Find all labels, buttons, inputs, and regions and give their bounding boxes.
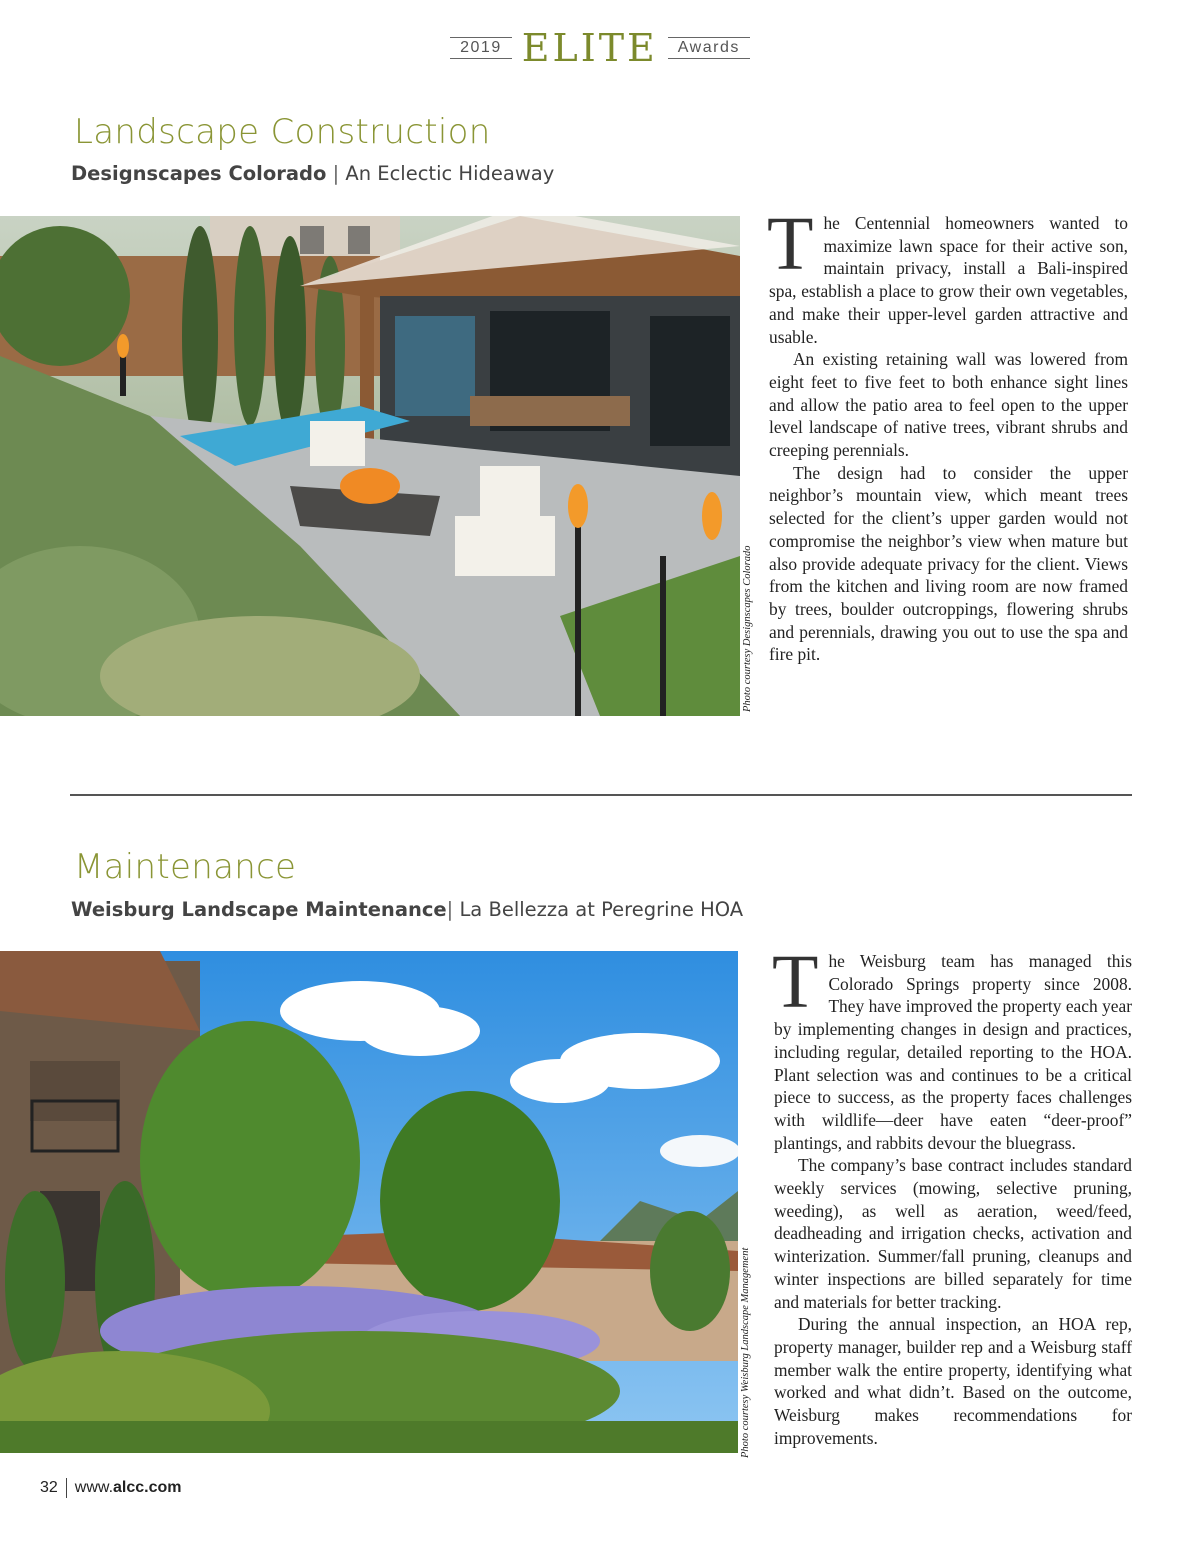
masthead-year: 2019 [450,37,512,59]
masthead-suffix: Awards [668,37,750,59]
section2-subhead [71,898,743,921]
section1-separator: | [332,162,340,185]
patio-pool-photo [0,216,740,716]
section-title-maintenance: Maintenance [74,847,297,887]
section1-dropcap: T [767,202,814,286]
section1-photo-credit: Photo courtesy Designscapes Colorado [742,545,753,712]
section1-body [767,202,1128,666]
section2-project: La Bellezza at Peregrine HOA [459,898,744,921]
section1-paragraph-2: An existing retaining wall was lowered from eight feet to five feet to both enhance sight lines and allow the patio area to feel open to the upper level landscape of native trees, vibrant shrubs and creeping perennials. [769,349,1128,461]
page-number: 32 [40,1479,58,1496]
section2-separator: | [446,898,454,921]
section2-photo-credit: Photo courtesy Weisburg Landscape Management [740,1247,751,1458]
section2-paragraph-2: The company’s base contract includes standard weekly services (mowing, selective pruning, weeding), as well as aeration, weed/feed, deadheading and irrigation checks, activation and winterization. Summer/fall pruning, cleanups and winter inspections are billed separately for time and materials for better tracking. [774,1155,1132,1312]
footer-website-link[interactable]: www.alcc.com [74,1479,182,1496]
section1-project: An Eclectic Hideaway [345,162,555,185]
page-footer [40,1478,182,1498]
section2-paragraph-3: During the annual inspection, an HOA rep, property manager, builder rep and a Weisburg staff member walk the entire property, identifying what worked and what didn’t. Based on the outcome, Weisburg makes recommendations for improvements. [774,1314,1132,1448]
hoa-landscape-photo [0,951,738,1453]
section1-paragraph-3: The design had to consider the upper neighbor’s mountain view, which meant trees selected for the client’s upper garden would not compromise the neighbor’s view when mature but also provide adequate privacy for the client. Views from the kitchen and living room are now framed by trees, boulder outcroppings, flowering shrubs and perennials, drawing you out to use the spa and fire pit. [769,462,1128,665]
section-title-landscape-construction: Landscape Construction [74,112,491,152]
masthead [0,28,1200,68]
section2-paragraph-1: The Weisburg team has managed this Colorado Springs property since 2008. They have improved the property each year by implementing changes in design and practices, including regular, detailed reporting to the HOA. Plant selection was and continues to be a critical piece to success, as the property faces challenges with wildlife—deer have eaten “deer-proof” plantings, and rabbits devour the bluegrass. [772,940,1132,1153]
section1-paragraph-1: The Centennial homeowners wanted to maximize lawn space for their active son, maintain privacy, install a Bali-inspired spa, establish a place to grow their own vegetables, and make their upper-level garden attractive and usable. [767,202,1128,347]
section2-body [772,940,1132,1449]
section-divider [70,794,1132,796]
masthead-title: ELITE [521,26,658,70]
section2-company: Weisburg Landscape Maintenance [71,898,447,921]
section2-dropcap: T [772,940,819,1024]
footer-divider [66,1478,67,1498]
section1-subhead [71,162,554,185]
section1-company: Designscapes Colorado [71,162,327,185]
